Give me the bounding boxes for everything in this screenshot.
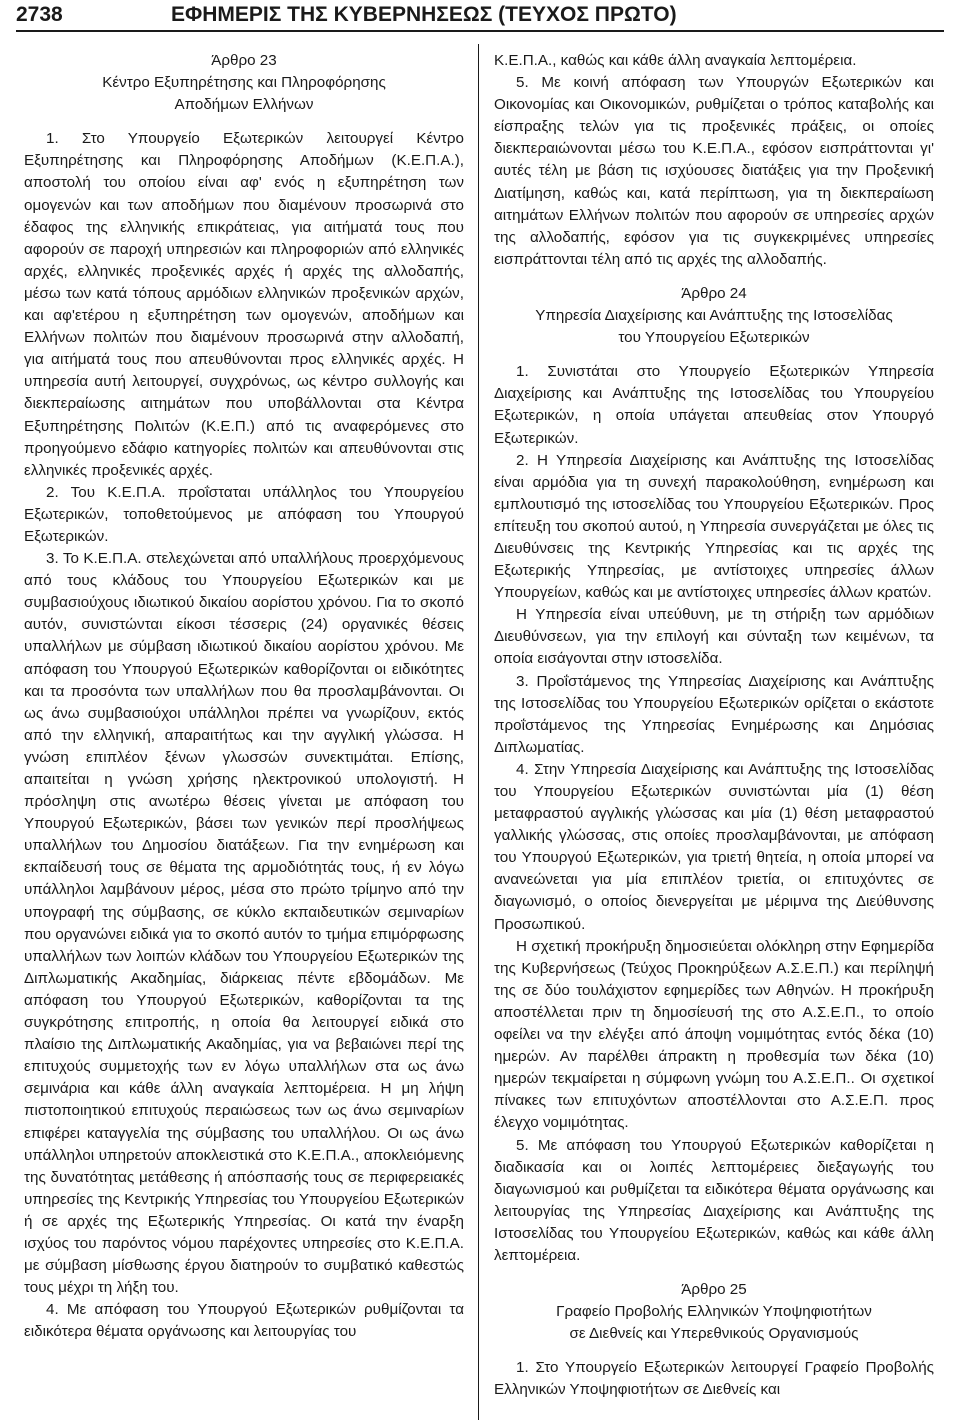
article-23-paragraph-5: 5. Με κοινή απόφαση των Υπουργών Εξωτερικών και Οικονομίας και Οικονομικών, ρυθμίζεται ο τρόπος καταβολής και είσπραξης τελών για τις προξενικές πράξεις, οι οποίες διεκπεραιώνονται μέσω του Κ.Ε.Π.Α., εφόσον εισπράττονται γι' αυτές τέλη με βάση τις ισχύουσες διατάξεις για την Προξενική Διατίμηση, καθώς και, κατά περίπτωση, για τη διεκπεραίωση αιτημάτων Ελλήνων πολιτών που αφορούν σε υπηρεσίες αρχών της αλλοδαπής, εφόσον για τις συγκεκριμένες υπηρεσίες εισπράττονται τέλη από τις αρχές της αλλοδαπής. (494, 74, 934, 268)
article-24-paragraph-4b: Η σχετική προκήρυξη δημοσιεύεται ολόκληρη στην Εφημερίδα της Κυβερνήσεως (Τεύχος Προκηρύξεων Α.Σ.Ε.Π.) και περίληψή της σε δύο τουλάχιστον εφημερίδες των Αθηνών. Η προκήρυξη αποστέλλεται πριν τη δημοσίευσή της στο Α.Σ.Ε.Π., το οποίο οφείλει να την ελέγξει από άποψη νομιμότητας εντός δέκα (10) ημερών. Αν παρέλθει άπρακτη η προθεσμία των δέκα (10) ημερών τεκμαίρεται η σύμφωνη γνώμη του Α.Σ.Ε.Π.. Οι σχετικοί πίνακες των επιτυχόντων αποστέλλονται στο Α.Σ.Ε.Π. προς έλεγχο νομιμότητας. (494, 937, 934, 1132)
column-divider (478, 44, 479, 1420)
article-24-paragraph-1: 1. Συνιστάται στο Υπουργείο Εξωτερικών Υπηρεσία Διαχείρισης και Ανάπτυξης της Ιστοσελίδας του Υπουργείου Εξωτερικών, η οποία υπάγεται απευθείας στον Υπουργό Εξωτερικών. (494, 363, 934, 447)
article-23-title-line1: Κέντρο Εξυπηρέτησης και Πληροφόρησης (102, 74, 386, 92)
article-24-paragraph-2b: Η Υπηρεσία είναι υπεύθυνη, με τη στήριξη των αρμόδιων Διευθύνσεων, για την επιλογή και σύνταξη των κειμένων, τα οποία εισάγονται στην ιστοσελίδα. (494, 606, 934, 668)
article-25-heading (494, 1279, 934, 1345)
article-24-title-line1: Υπηρεσία Διαχείρισης και Ανάπτυξης της Ιστοσελίδας (535, 307, 893, 325)
left-column (24, 50, 464, 1422)
article-25-number: Άρθρο 25 (681, 1281, 747, 1299)
article-23-paragraph-1: 1. Στο Υπουργείο Εξωτερικών λειτουργεί Κέντρο Εξυπηρέτησης και Πληροφόρησης Αποδήμων (Κ.Ε.Π.Α.), αποστολή του οποίου είναι αφ' ενός η εξυπηρέτηση των ομογενών και των αποδήμων που διαμένουν προσωρινά στο έδαφος της ελληνικής επικράτειας, για αιτήματά τους που αφορούν σε παροχή υπηρεσιών και πληροφοριών από ελληνικές αρχές, ελληνικές προξενικές αρχές ή αρχές της αλλοδαπής, μέσω των κατά τόπους αρμόδιων ελληνικών προξενικών αρχών, και αφ'ετέρου η εξυπηρέτηση των ομογενών, αποδήμων και Ελλήνων πολιτών που διαμένουν προσωρινά στην αλλοδαπή, για αιτήματά τους που απευθύνονται προς ελληνικές αρχές. Η υπηρεσία αυτή λειτουργεί, συγχρόνως, ως κέντρο συλλογής και διεκπεραίωσης αιτημάτων που υποβάλλονται στα Κέντρα Εξυπηρέτησης Πολιτών (Κ.Ε.Π.) από τις αναφερόμενες στο προηγούμενο εδάφιο κατηγορίες πολιτών και απευθύνονται στις ελληνικές προξενικές αρχές. (24, 130, 464, 479)
right-column (494, 50, 934, 1422)
page-header (16, 0, 944, 30)
article-25-title-line1: Γραφείο Προβολής Ελληνικών Υποψηφιοτήτων (556, 1303, 872, 1321)
article-23-number: Άρθρο 23 (211, 52, 277, 69)
article-24-paragraph-5: 5. Με απόφαση του Υπουργού Εξωτερικών καθορίζεται η διαδικασία και οι λοιπές λεπτομέρειες διεξαγωγής του διαγωνισμού και ρυθμίζεται τα ειδικότερα θέματα οργάνωσης και λειτουργίας της Υπηρεσίας Διαχείρισης και Ανάπτυξης της Ιστοσελίδας του Υπουργείου Εξωτερικών, καθώς και κάθε άλλη λεπτομέρεια. (494, 1136, 934, 1264)
article-25-paragraph-1: 1. Στο Υπουργείο Εξωτερικών λειτουργεί Γραφείο Προβολής Ελληνικών Υποψηφιοτήτων σε Διεθνείς και (494, 1359, 934, 1399)
article-23-paragraph-2: 2. Του Κ.Ε.Π.Α. προΐσταται υπάλληλος του Υπουργείου Εξωτερικών, τοποθετούμενος με απόφαση του Υπουργού Εξωτερικών. (24, 483, 464, 545)
article-24-number: Άρθρο 24 (681, 284, 747, 302)
page-number: 2738 (16, 3, 63, 26)
article-23-heading (24, 50, 464, 116)
article-23-paragraph-4-end: Κ.Ε.Π.Α., καθώς και κάθε άλλη αναγκαία λεπτομέρεια. (494, 52, 857, 69)
article-25-title-line2: σε Διεθνείς και Υπερεθνικούς Οργανισμούς (569, 1325, 859, 1343)
article-24-paragraph-3: 3. Προΐστάμενος της Υπηρεσίας Διαχείρισης και Ανάπτυξης της Ιστοσελίδας του Υπουργείου Εξωτερικών ορίζεται ο εκάστοτε προΐστάμενος της Υπηρεσίας Ενημέρωσης και Δημόσιας Διπλωματίας. (494, 672, 934, 756)
article-23-paragraph-4-start: 4. Με απόφαση του Υπουργού Εξωτερικών ρυθμίζονται τα ειδικότερα θέματα οργάνωσης και λειτουργίας του (24, 1301, 464, 1341)
header-rule (16, 30, 944, 32)
article-23-title-line2: Αποδήμων Ελλήνων (174, 96, 314, 114)
article-24-title-line2: του Υπουργείου Εξωτερικών (618, 329, 810, 347)
article-23-paragraph-3: 3. Το Κ.Ε.Π.Α. στελεχώνεται από υπαλλήλους προερχόμενους από τους κλάδους του Υπουργείου Εξωτερικών και με συμβασιούχους ιδιωτικού δικαίου αορίστου χρόνου. Για το σκοπό αυτόν, συνιστώνται είκοσι τέσσερις (24) οργανικές θέσεις υπαλλήλων με σύμβαση ιδιωτικού δικαίου αορίστου χρόνου. Με απόφαση του Υπουργού Εξωτερικών καθορίζονται οι ειδικότητες και τα προσόντα των υπαλλήλων που θα προσλαμβάνονται. Οι ως άνω συμβασιούχοι υπάλληλοι πρέπει να γνωρίζουν, εκτός από την ελληνική, απαραιτήτως και την αγγλική γλώσσα. Η γνώση επιπλέον ξένων γλωσσών συνεκτιμάται. Επίσης, απαιτείται η γνώση χρήσης ηλεκτρονικού υπολογιστή. Η πρόσληψη στις ανωτέρω θέσεις γίνεται με απόφαση του Υπουργού Εξωτερικών, βάσει των γενικών περί προσλήψεως υπαλλήλων του Δημοσίου διατάξεων. Για την ενημέρωση και εκπαίδευσή τους σε θέματα της αρμοδιότητάς τους, ή εν λόγω υπάλληλοι λαμβάνουν μέρος, μέσα στο πρώτο τρίμηνο από την υπογραφή της σύμβασης, σε κύκλο εκπαιδευτικών σεμιναρίων που οργανώνει ειδικά για το σκοπό αυτόν το τμήμα επιμόρφωσης υπαλλήλων των λοιπών κλάδων του Υπουργείου Εξωτερικών της Διπλωματικής Ακαδημίας, διάρκειας πέντε εβδομάδων. Με απόφαση του Υπουργού Εξωτερικών, καθορίζονται τα της συγκρότησης επιτροπής, η οποία θα λειτουργεί ειδικά στο πλαίσιο της Διπλωματικής Ακαδημίας, για να βεβαιώνει περί της επιτυχούς συμμετοχής των εν λόγω υπαλλήλων στα ως άνω σεμινάρια και κάθε άλλη αναγκαία λεπτομέρεια. Η μη λήψη πιστοποιητικού επιτυχούς περαιώσεως των ως άνω σεμιναρίων επιφέρει καταγγελία της σύμβασης του υπαλλήλου. Οι ως άνω υπάλληλοι υπηρετούν αποκλειστικά στο Κ.Ε.Π.Α., αποκλειόμενης της δυνατότητας μετάθεσης ή απόσπασής τους σε περιφερειακές υπηρεσίες της Κεντρικής Υπηρεσίας του Υπουργείου Εξωτερικών ή σε αρχές της Εξωτερικής Υπηρεσίας. Οι κατά την έναρξη ισχύος του παρόντος νόμου παρέχοντες υπηρεσίες στο Κ.Ε.Π.Α. με σύμβαση μίσθωσης έργου διατηρούν το συμβατικό καθεστώς τους μέχρι τη λήξη του. (24, 550, 464, 1297)
article-24-paragraph-4: 4. Στην Υπηρεσία Διαχείρισης και Ανάπτυξης της Ιστοσελίδας του Υπουργείου Εξωτερικών συνιστώνται μία (1) θέση μεταφραστού αγγλικής γλώσσας και μία (1) θέση μεταφραστού γαλλικής γλώσσας, στις οποίες προσλαμβάνονται, με απόφαση του Υπουργού Εξωτερικών, για τριετή θητεία, η οποία μπορεί να ανανεώνεται για μία επιπλέον τριετία, οι επιτυχόντες σε διαγωνισμό, ο οποίος διενεργείται με μέριμνα της Διεύθυνσης Προσωπικού. (494, 760, 934, 933)
journal-title: ΕΦΗΜΕΡΙΣ ΤΗΣ ΚΥΒΕΡΝΗΣΕΩΣ (ΤΕΥΧΟΣ ΠΡΩΤΟ) (171, 3, 677, 26)
article-24-paragraph-2: 2. Η Υπηρεσία Διαχείρισης και Ανάπτυξης της Ιστοσελίδας είναι αρμόδια για τη συνεχή παρακολούθηση, ενημέρωση και εμπλουτισμό της ιστοσελίδας του Υπουργείου Εξωτερικών. Προς επίτευξη του σκοπού αυτού, η Υπηρεσία συνεργάζεται με όλες τις Διευθύνσεις της Κεντρικής Υπηρεσίας και τις αρχές της Εξωτερικής Υπηρεσίας, με αντίστοιχες υπηρεσίες άλλων Υπουργείων, καθώς και με αντίστοιχες υπηρεσίες άλλων κρατών. (494, 451, 934, 602)
article-24-heading (494, 283, 934, 349)
